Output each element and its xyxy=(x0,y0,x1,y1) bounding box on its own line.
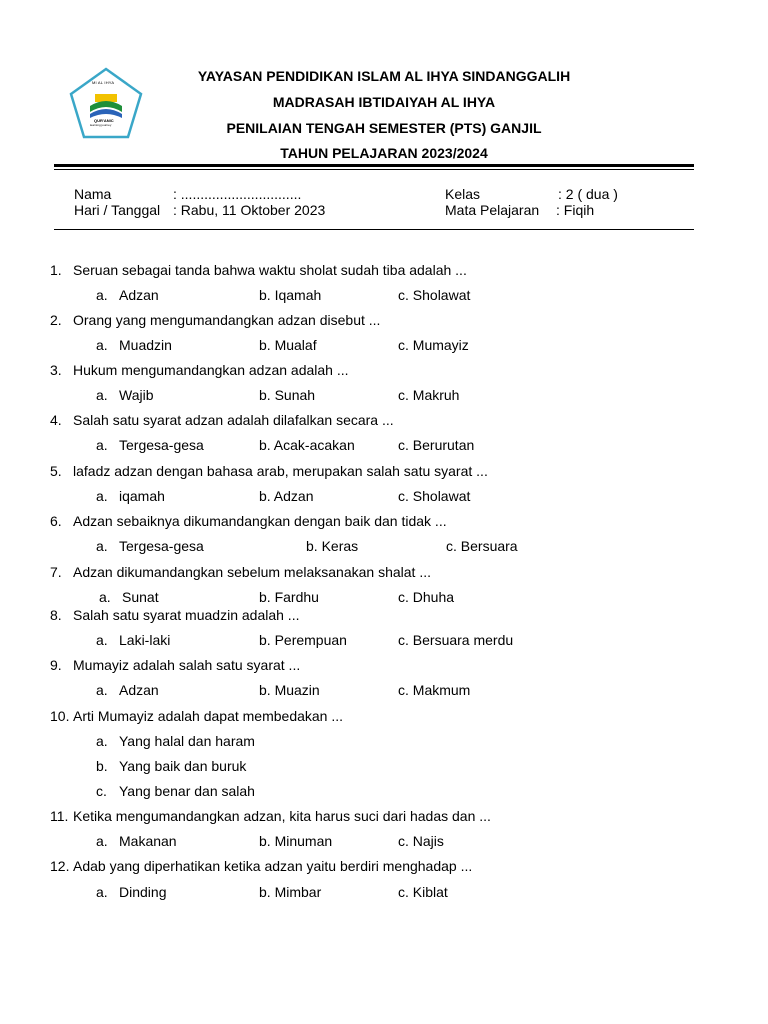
option-text: Dinding xyxy=(119,884,167,900)
option-c: c. Sholawat xyxy=(398,488,471,504)
logo-bottom-sub: learning journey xyxy=(90,123,112,127)
hari-value: : Rabu, 11 Oktober 2023 xyxy=(173,202,326,218)
question-number: 3. xyxy=(50,362,62,378)
question-text: Salah satu syarat adzan adalah dilafalkan secara ... xyxy=(73,412,394,428)
option-text: Tergesa-gesa xyxy=(119,538,204,554)
option-letter: a. xyxy=(99,589,111,605)
mapel-label: Mata Pelajaran xyxy=(445,202,540,218)
option-text: Wajib xyxy=(119,387,154,403)
option-text: Laki-laki xyxy=(119,632,171,648)
option-letter: a. xyxy=(96,287,108,303)
option-c: c. Bersuara merdu xyxy=(398,632,514,648)
option-letter: a. xyxy=(96,337,108,353)
option-b: b. Minuman xyxy=(259,833,333,849)
option-text: Yang baik dan buruk xyxy=(119,758,247,774)
question-number: 2. xyxy=(50,312,62,328)
option-c: c. Dhuha xyxy=(398,589,455,605)
option-b: b. Sunah xyxy=(259,387,316,403)
question-text: Ketika mengumandangkan adzan, kita harus suci dari hadas dan ... xyxy=(73,808,491,824)
option-c: c. Najis xyxy=(398,833,444,849)
option-c: c. Kiblat xyxy=(398,884,448,900)
option-text: Yang halal dan haram xyxy=(119,733,255,749)
option-b: b. Perempuan xyxy=(259,632,347,648)
nama-label: Nama xyxy=(74,186,112,202)
question-number: 12. xyxy=(50,858,70,874)
question-text: Arti Mumayiz adalah dapat membedakan ... xyxy=(73,708,344,724)
option-c: c. Makmum xyxy=(398,682,471,698)
option-text: Adzan xyxy=(119,682,159,698)
option-letter: a. xyxy=(96,538,108,554)
option-text: Makanan xyxy=(119,833,177,849)
option-c: c. Mumayiz xyxy=(398,337,469,353)
option-b: b. Adzan xyxy=(259,488,314,504)
option-b: b. Iqamah xyxy=(259,287,322,303)
question-text: Mumayiz adalah salah satu syarat ... xyxy=(73,657,301,673)
kelas-value: : 2 ( dua ) xyxy=(558,186,618,202)
question-number: 8. xyxy=(50,607,62,623)
option-text: Adzan xyxy=(119,287,159,303)
option-c: c. Makruh xyxy=(398,387,460,403)
question-number: 9. xyxy=(50,657,62,673)
option-b: b. Mualaf xyxy=(259,337,317,353)
header-year: TAHUN PELAJARAN 2023/2024 xyxy=(280,145,488,161)
question-text: Seruan sebagai tanda bahwa waktu sholat sudah tiba adalah ... xyxy=(73,262,467,278)
question-text: Adzan sebaiknya dikumandangkan dengan baik dan tidak ... xyxy=(73,513,447,529)
header-divider-bottom xyxy=(54,169,694,170)
option-c: c. Sholawat xyxy=(398,287,471,303)
option-letter: c. xyxy=(96,783,107,799)
question-number: 11. xyxy=(50,808,69,824)
question-number: 7. xyxy=(50,564,62,580)
question-text: Adab yang diperhatikan ketika adzan yaitu berdiri menghadap ... xyxy=(73,858,473,874)
hari-label: Hari / Tanggal xyxy=(74,202,161,218)
option-letter: a. xyxy=(96,682,108,698)
info-divider xyxy=(54,229,694,230)
header-school: MADRASAH IBTIDAIYAH AL IHYA xyxy=(272,94,496,110)
option-c: c. Bersuara xyxy=(446,538,518,554)
mapel-value: : Fiqih xyxy=(556,202,595,218)
option-letter: a. xyxy=(96,884,108,900)
header-divider-top xyxy=(54,164,694,167)
question-text: Adzan dikumandangkan sebelum melaksanakan shalat ... xyxy=(73,564,431,580)
option-c: c. Berurutan xyxy=(398,437,475,453)
option-letter: b. xyxy=(96,758,108,774)
question-text: Salah satu syarat muadzin adalah ... xyxy=(73,607,300,623)
logo-bottom-text: QUR'ANIC xyxy=(94,118,114,123)
option-b: b. Fardhu xyxy=(259,589,319,605)
question-number: 10. xyxy=(50,708,70,724)
question-text: Hukum mengumandangkan adzan adalah ... xyxy=(73,362,349,378)
header-exam: PENILAIAN TENGAH SEMESTER (PTS) GANJIL xyxy=(226,120,542,136)
question-number: 5. xyxy=(50,463,62,479)
nama-value: : ............................... xyxy=(173,186,302,202)
option-b: b. Muazin xyxy=(259,682,320,698)
option-text: Muadzin xyxy=(119,337,172,353)
kelas-label: Kelas xyxy=(445,186,481,202)
option-b: b. Mimbar xyxy=(259,884,322,900)
option-text: iqamah xyxy=(119,488,165,504)
question-text: lafadz adzan dengan bahasa arab, merupakan salah satu syarat ... xyxy=(73,463,488,479)
option-letter: a. xyxy=(96,437,108,453)
option-b: b. Acak-acakan xyxy=(259,437,355,453)
option-text: Yang benar dan salah xyxy=(119,783,255,799)
option-b: b. Keras xyxy=(306,538,359,554)
option-letter: a. xyxy=(96,387,108,403)
logo-top-text: MI AL IHYA xyxy=(92,80,115,85)
question-number: 1. xyxy=(50,262,62,278)
question-number: 4. xyxy=(50,412,62,428)
option-text: Tergesa-gesa xyxy=(119,437,204,453)
option-letter: a. xyxy=(96,488,108,504)
question-number: 6. xyxy=(50,513,62,529)
option-letter: a. xyxy=(96,632,108,648)
option-text: Sunat xyxy=(122,589,159,605)
option-letter: a. xyxy=(96,733,108,749)
option-letter: a. xyxy=(96,833,108,849)
question-text: Orang yang mengumandangkan adzan disebut ... xyxy=(73,312,381,328)
header-foundation: YAYASAN PENDIDIKAN ISLAM AL IHYA SINDANGGALIH xyxy=(197,68,571,84)
